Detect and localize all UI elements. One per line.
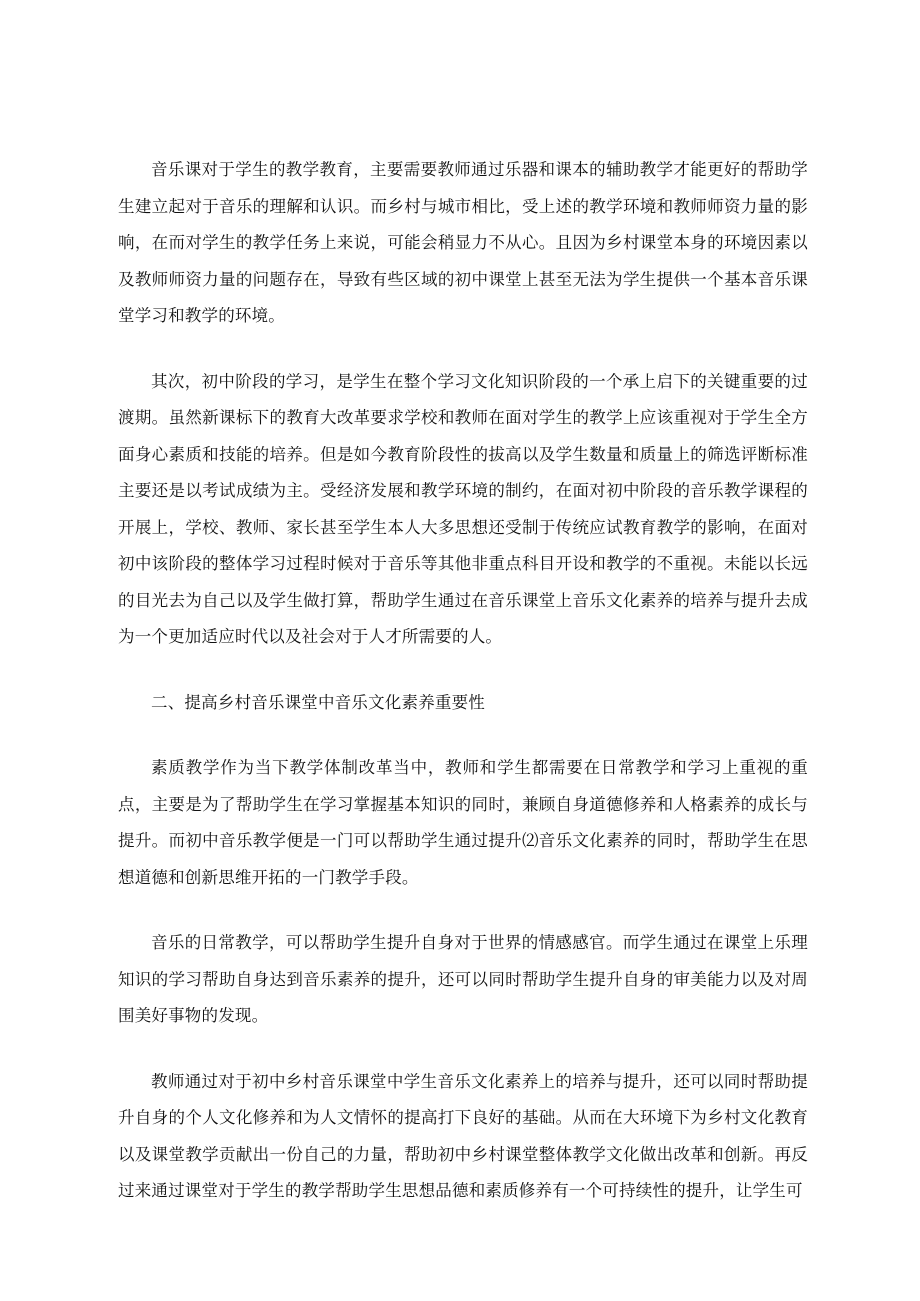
paragraph-2: 其次，初中阶段的学习，是学生在整个学习文化知识阶段的一个承上启下的关键重要的过渡期。虽然新课标下的教育大改革要求学校和教师在面对学生的教学上应该重视对于学生全方面身心素质和技能的培养。但是如今教育阶段性的拔高以及学生数量和质量上的筛选评断标准主要还是以考试成绩为主。受经济发展和教学环境的制约，在面对初中阶段的音乐教学课程的开展上，学校、教师、家长甚至学生本人大多思想还受制于传统应试教育教学的影响，在面对初中该阶段的整体学习过程时候对于音乐等其他非重点科目开设和教学的不重视。未能以长远的目光去为自己以及学生做打算，帮助学生通过在音乐课堂上音乐文化素养的培养与提升去成为一个更加适应时代以及社会对于人才所需要的人。 <box>118 371 808 646</box>
paragraph-3: 素质教学作为当下教学体制改革当中，教师和学生都需要在日常教学和学习上重视的重点，主要是为了帮助学生在学习掌握基本知识的同时，兼顾自身道德修养和人格素养的成长与提升。而初中音乐教学便是一门可以帮助学生通过提升⑵音乐文化素养的同时，帮助学生在思想道德和创新思维开拓的一门教学手段。 <box>118 758 808 887</box>
section-heading: 二、提高乡村音乐课堂中音乐文化素养重要性 <box>151 692 485 712</box>
document-page <box>118 152 808 1239</box>
paragraph-4: 音乐的日常教学，可以帮助学生提升自身对于世界的情感感官。而学生通过在课堂上乐理知识的学习帮助自身达到音乐素养的提升，还可以同时帮助学生提升自身的审美能力以及对周围美好事物的发现。 <box>118 933 808 1025</box>
paragraph-5: 教师通过对于初中乡村音乐课堂中学生音乐文化素养上的培养与提升，还可以同时帮助提升自身的个人文化修养和为人文情怀的提高打下良好的基础。从而在大环境下为乡村文化教育以及课堂教学贡献出一份自己的力量，帮助初中乡村课堂整体教学文化做出改革和创新。再反过来通过课堂对于学生的教学帮助学生思想品德和素质修养有一个可持续性的提升，让学生可 <box>118 1071 808 1200</box>
paragraph-1: 音乐课对于学生的教学教育，主要需要教师通过乐器和课本的辅助教学才能更好的帮助学生建立起对于音乐的理解和认识。而乡村与城市相比，受上述的教学环境和教师师资力量的影响，在而对学生的教学任务上来说，可能会稍显力不从心。且因为乡村课堂本身的环境因素以及教师师资力量的问题存在，导致有些区域的初中课堂上甚至无法为学生提供一个基本音乐课堂学习和教学的环境。 <box>118 160 808 325</box>
